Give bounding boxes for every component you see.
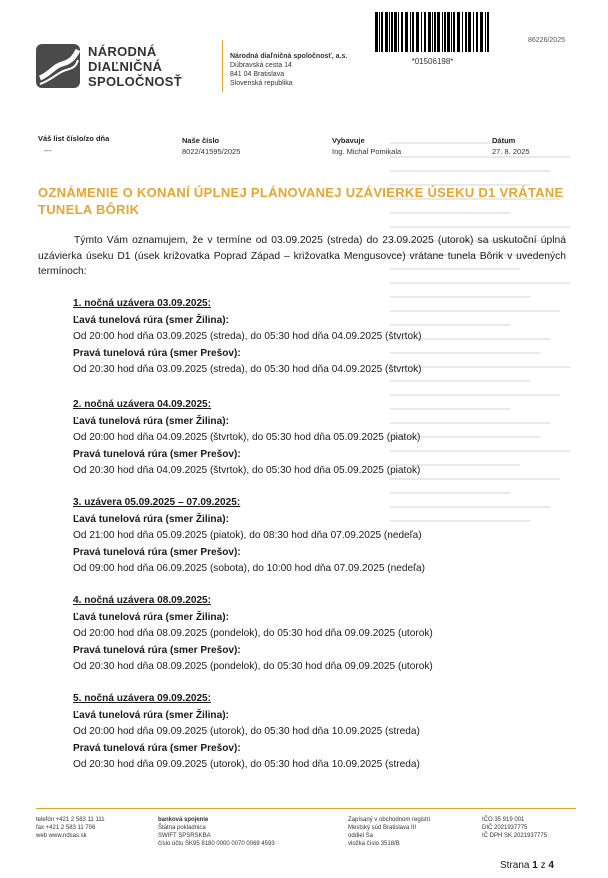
barcode-bar bbox=[405, 12, 408, 52]
your-letter-value: --- bbox=[44, 146, 52, 155]
barcode-bar bbox=[394, 12, 397, 52]
right-tube-label: Pravá tunelová rúra (smer Prešov): bbox=[73, 448, 241, 460]
left-tube-time: Od 21:00 hod dňa 05.09.2025 (piatok), do 08:30 hod dňa 07.09.2025 (nedeľa) bbox=[73, 530, 422, 541]
our-number-value: 8022/41595/2025 bbox=[182, 147, 241, 156]
barcode-bar bbox=[381, 12, 383, 52]
right-tube-label: Pravá tunelová rúra (smer Prešov): bbox=[73, 347, 241, 359]
closure-section-1 bbox=[73, 296, 473, 379]
right-tube-time: Od 20:30 hod dňa 08.09.2025 (pondelok), do 05:30 hod dňa 09.09.2025 (utorok) bbox=[73, 661, 433, 672]
barcode-bar bbox=[487, 12, 489, 52]
barcode-bar bbox=[476, 12, 478, 52]
header-divider bbox=[222, 40, 223, 92]
section-heading: 3. uzávera 05.09.2025 – 07.09.2025: bbox=[73, 497, 241, 508]
date-label: Dátum bbox=[492, 136, 516, 145]
footer-divider bbox=[36, 808, 576, 809]
handled-by-label: Vybavuje bbox=[332, 136, 365, 145]
barcode-bar bbox=[462, 12, 463, 52]
barcode-bar bbox=[401, 12, 403, 52]
left-tube-label: Ľavá tunelová rúra (smer Žilina): bbox=[73, 513, 229, 525]
right-tube-time: Od 20:30 hod dňa 09.09.2025 (utorok), do 05:30 hod dňa 10.09.2025 (streda) bbox=[73, 759, 420, 770]
left-tube-time: Od 20:00 hod dňa 09.09.2025 (utorok), do 05:30 hod dňa 10.09.2025 (streda) bbox=[73, 726, 420, 737]
document-title: OZNÁMENIE O KONANÍ ÚPLNEJ PLÁNOVANEJ UZÁVIERKE ÚSEKU D1 VRÁTANE TUNELA BÔRIK bbox=[38, 185, 564, 217]
barcode-bar bbox=[385, 12, 388, 52]
barcode-bar bbox=[437, 12, 440, 52]
barcode bbox=[375, 12, 490, 66]
left-tube-time: Od 20:00 hod dňa 03.09.2025 (streda), do 05:30 hod dňa 04.09.2025 (štvrtok) bbox=[73, 331, 422, 342]
closure-section-2 bbox=[73, 397, 473, 480]
section-heading: 4. nočná uzávera 08.09.2025: bbox=[73, 595, 212, 606]
right-tube-label: Pravá tunelová rúra (smer Prešov): bbox=[73, 644, 241, 656]
handled-by-value: Ing. Michal Pomikala bbox=[332, 147, 402, 156]
closure-section-5 bbox=[73, 691, 473, 774]
barcode-bar bbox=[480, 12, 483, 52]
barcode-bar bbox=[421, 12, 422, 52]
barcode-bar bbox=[473, 12, 474, 52]
date-value: 27. 8. 2025 bbox=[492, 147, 530, 156]
footer-contact: telefón +421 2 583 11 111 fax +421 2 583 11 706 web www.ndsas.sk bbox=[36, 817, 105, 839]
barcode-bar bbox=[434, 12, 436, 52]
barcode-bar bbox=[485, 12, 486, 52]
road-logo-icon bbox=[36, 44, 80, 88]
barcode-text: *01506198* bbox=[411, 57, 454, 66]
barcode-bar bbox=[432, 12, 433, 52]
left-tube-time: Od 20:00 hod dňa 08.09.2025 (pondelok), do 05:30 hod dňa 09.09.2025 (utorok) bbox=[73, 628, 433, 639]
barcode-bar bbox=[416, 12, 419, 52]
your-letter-label: Váš list číslo/zo dňa bbox=[38, 134, 110, 143]
left-tube-label: Ľavá tunelová rúra (smer Žilina): bbox=[73, 415, 229, 427]
right-tube-time: Od 20:30 hod dňa 03.09.2025 (streda), do 05:30 hod dňa 04.09.2025 (štvrtok) bbox=[73, 364, 422, 375]
section-heading: 1. nočná uzávera 03.09.2025: bbox=[73, 298, 212, 309]
barcode-bar bbox=[428, 12, 431, 52]
doc-reference: 86226/2025 bbox=[528, 37, 565, 44]
right-tube-label: Pravá tunelová rúra (smer Prešov): bbox=[73, 546, 241, 558]
barcode-bar bbox=[451, 12, 452, 52]
right-tube-time: Od 20:30 hod dňa 04.09.2025 (štvrtok), do 05:30 hod dňa 05.09.2025 (piatok) bbox=[73, 465, 421, 476]
barcode-bar bbox=[442, 12, 443, 52]
barcode-bar bbox=[453, 12, 455, 52]
left-tube-label: Ľavá tunelová rúra (smer Žilina): bbox=[73, 314, 229, 326]
barcode-bar bbox=[444, 12, 446, 52]
left-tube-label: Ľavá tunelová rúra (smer Žilina): bbox=[73, 709, 229, 721]
barcode-bar bbox=[375, 12, 378, 52]
section-heading: 2. nočná uzávera 04.09.2025: bbox=[73, 399, 212, 410]
footer-bank: banková spojenie Štátna pokladnica SWIFT SPSRSKBA číslo účtu SK95 8180 0000 0070 0069 4593 bbox=[158, 817, 275, 847]
section-heading: 5. nočná uzávera 09.09.2025: bbox=[73, 693, 212, 704]
company-address: Národná diaľničná spoločnosť, a.s. Dúbravská cesta 14 841 04 Bratislava Slovenská republika bbox=[230, 53, 348, 87]
intro-paragraph: Týmto Vám oznamujem, že v termíne od 03.09.2025 (streda) do 23.09.2025 (utorok) sa uskutoční úplná uzávierka úseku D1 (úsek križovatka Poprad Západ – križovatka Mengusovce) vrátane tunela Bôrik v uvedených termínoch: bbox=[38, 235, 566, 277]
footer-ids: IČO 35 919 001 DIČ 2021937775 IČ DPH SK 2021937775 bbox=[482, 817, 548, 839]
barcode-graphic bbox=[375, 12, 490, 52]
barcode-bar bbox=[379, 12, 380, 52]
footer-registry: Zapísaný v obchodnom registri Mestský súd Bratislava III oddiel Sa vložka číslo 3518/B bbox=[348, 817, 431, 847]
barcode-bar bbox=[457, 12, 460, 52]
left-tube-time: Od 20:00 hod dňa 04.09.2025 (štvrtok), do 05:30 hod dňa 05.09.2025 (piatok) bbox=[73, 432, 421, 443]
barcode-bar bbox=[465, 12, 467, 52]
barcode-bar bbox=[389, 12, 390, 52]
barcode-bar bbox=[412, 12, 414, 52]
closure-section-3 bbox=[73, 495, 473, 578]
right-tube-time: Od 09:00 hod dňa 06.09.2025 (sobota), do 10:00 hod dňa 07.09.2025 (nedeľa) bbox=[73, 563, 426, 574]
barcode-bar bbox=[410, 12, 411, 52]
barcode-bar bbox=[424, 12, 426, 52]
right-tube-label: Pravá tunelová rúra (smer Prešov): bbox=[73, 742, 241, 754]
barcode-bar bbox=[468, 12, 471, 52]
barcode-bar bbox=[447, 12, 450, 52]
barcode-bar bbox=[398, 12, 399, 52]
our-number-label: Naše číslo bbox=[182, 136, 220, 145]
ndscompany-logo bbox=[36, 44, 80, 93]
logo-wordmark: NÁRODNÁ DIAĽNIČNÁ SPOLOČNOSŤ bbox=[88, 44, 183, 89]
barcode-bar bbox=[391, 12, 393, 52]
page-number: Strana 1 z 4 bbox=[500, 860, 554, 871]
left-tube-label: Ľavá tunelová rúra (smer Žilina): bbox=[73, 611, 229, 623]
closure-section-4 bbox=[73, 593, 473, 676]
